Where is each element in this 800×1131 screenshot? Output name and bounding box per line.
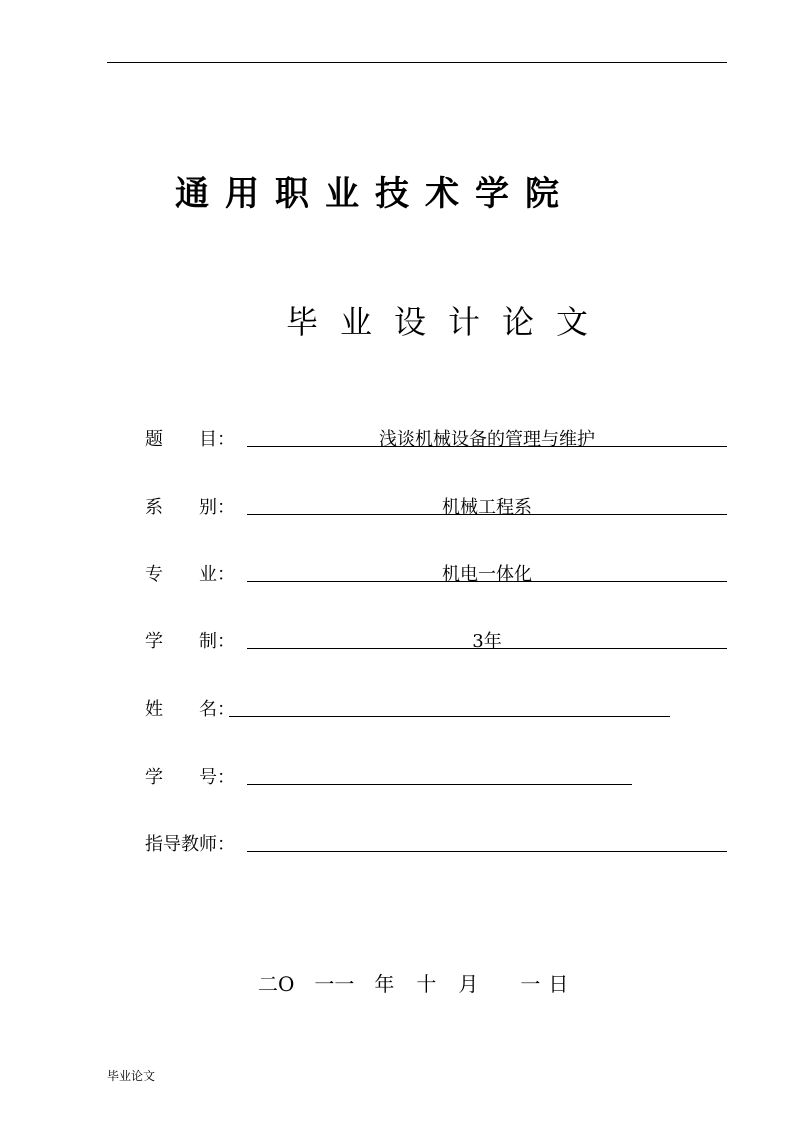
date-day-unit: 日	[548, 972, 569, 996]
field-advisor-label: 指导教师：	[145, 834, 235, 855]
field-name-label: 姓 名：	[145, 699, 235, 720]
field-duration	[0, 630, 800, 670]
field-department-value: 机械工程系	[442, 497, 532, 518]
date-day: 一	[520, 972, 541, 996]
field-department-label: 系 别：	[145, 497, 235, 518]
field-major	[0, 563, 800, 603]
field-student-id	[0, 766, 800, 806]
field-title-label: 题 目：	[145, 429, 235, 450]
date-year-unit: 年	[374, 972, 395, 996]
date-month: 十	[416, 972, 437, 996]
field-advisor	[0, 833, 800, 873]
field-student-id-underline	[247, 784, 632, 785]
field-major-value: 机电一体化	[442, 564, 532, 585]
submission-date	[258, 970, 568, 998]
field-department	[0, 496, 800, 536]
field-title	[0, 428, 800, 468]
document-type: 毕业设计论文	[286, 303, 611, 341]
field-duration-label: 学 制：	[145, 631, 235, 652]
field-advisor-underline	[247, 851, 727, 852]
page-footer: 毕业论文	[107, 1069, 156, 1083]
field-duration-value: 3年	[472, 631, 502, 652]
field-student-id-label: 学 号：	[145, 767, 235, 788]
school-name: 通用职业技术学院	[175, 174, 575, 214]
date-year: 二O 一一	[258, 972, 355, 996]
field-major-label: 专 业：	[145, 564, 235, 585]
date-month-unit: 月	[458, 972, 479, 996]
header-rule	[107, 62, 727, 63]
field-name-underline	[229, 716, 670, 717]
field-title-value: 浅谈机械设备的管理与维护	[379, 429, 595, 450]
field-name	[0, 698, 800, 738]
